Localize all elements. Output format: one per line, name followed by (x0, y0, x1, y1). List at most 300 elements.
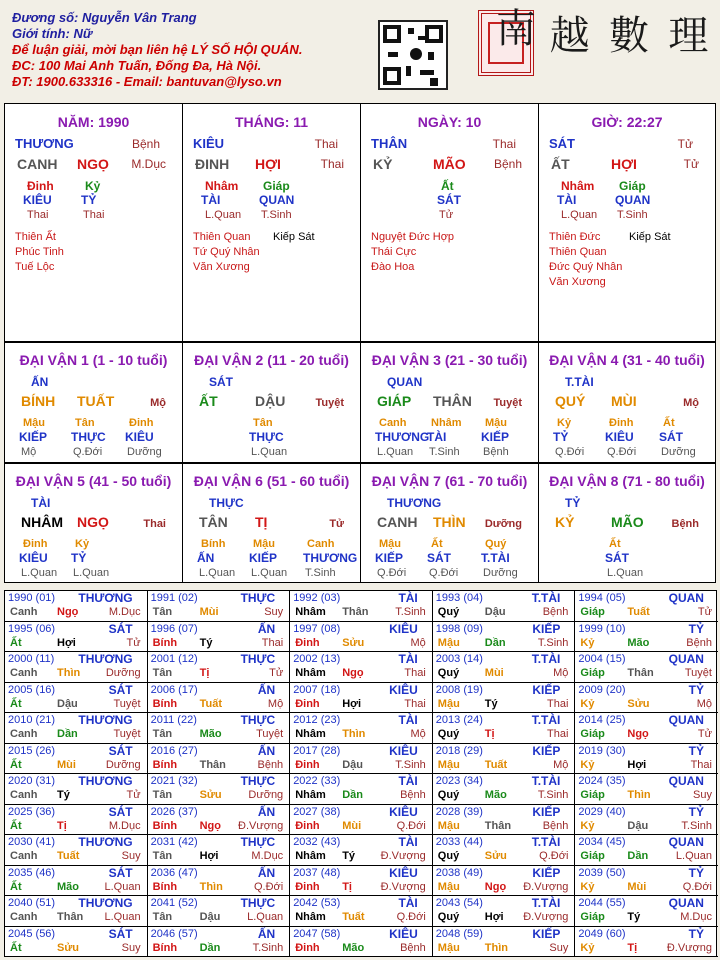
auxiliary-star: Văn Xương (549, 276, 606, 288)
year-chi: Sửu (57, 941, 80, 954)
year-stage: Đ.Vượng (666, 941, 712, 954)
hidden-stage: Q.Đới (429, 567, 459, 579)
year-can: Nhâm (295, 606, 326, 618)
dai-van-chi: DẬU (255, 393, 286, 409)
year-star: KIẾP (532, 865, 561, 880)
year-label: 2031 (42) (150, 836, 198, 848)
dai-van-title: ĐẠI VẬN 6 (51 - 60 tuổi) (193, 473, 350, 489)
year-can: Giáp (580, 911, 605, 923)
year-can: Quý (437, 850, 460, 862)
year-stage: Đ.Vượng (380, 880, 426, 893)
year-cell (575, 591, 718, 622)
year-cell (5, 927, 148, 958)
year-label: 1990 (01) (8, 592, 56, 604)
year-stage: Mộ (410, 728, 426, 740)
year-cell (5, 774, 148, 805)
year-chi: Thân (627, 667, 654, 679)
dai-van-box (538, 342, 716, 463)
year-label: 2014 (25) (578, 714, 626, 726)
year-label: 2023 (34) (435, 775, 483, 787)
year-can: Giáp (580, 606, 605, 618)
year-label: 1998 (09) (435, 622, 483, 635)
year-cell (290, 774, 433, 805)
pillar-box (4, 103, 183, 342)
dai-van-title: ĐẠI VẬN 4 (31 - 40 tuổi) (549, 352, 705, 368)
hidden-stage: L.Quan (73, 567, 110, 579)
dai-van-tag: Dưỡng (484, 518, 522, 530)
dai-van-can: BÍNH (21, 393, 56, 409)
year-chi: Dần (627, 850, 649, 862)
hidden-star: KIÊU (19, 551, 48, 565)
year-cell (148, 866, 291, 897)
year-chi: Hợi (484, 911, 504, 923)
year-stage: Dưỡng (105, 667, 141, 679)
auxiliary-star: Thiên Quan (549, 246, 607, 258)
year-stage: L.Quan (675, 850, 712, 862)
gender: Giới tính: Nữ (12, 26, 93, 41)
year-stage: T.Sinh (681, 819, 712, 832)
year-stage: Đ.Vượng (523, 880, 569, 893)
year-cell (433, 683, 576, 714)
hidden-stage: Dưỡng (661, 446, 696, 458)
hidden-star: QUAN (259, 193, 295, 207)
hidden-star: TÀI (201, 193, 221, 207)
year-label: 2032 (43) (293, 836, 341, 848)
year-star: KIÊU (389, 621, 418, 636)
year-stage: Suy (693, 789, 712, 801)
year-stage: Bệnh (257, 758, 284, 771)
dai-van-can: NHÂM (21, 514, 63, 530)
year-label: 2039 (50) (578, 866, 626, 879)
year-chi: Ngọ (199, 819, 221, 832)
year-chi: Ngọ (342, 667, 364, 679)
year-label: 2040 (51) (8, 897, 56, 909)
year-stage: L.Quan (104, 880, 141, 893)
year-label: 2047 (58) (293, 927, 341, 940)
hidden-stem: Mậu (253, 538, 275, 550)
year-cell (433, 835, 576, 866)
year-chi: Dần (57, 728, 78, 740)
year-star: ẤN (257, 865, 276, 880)
dai-van-chi: MÃO (611, 514, 644, 530)
year-cell (575, 774, 718, 805)
hidden-stem: Quý (485, 538, 507, 550)
year-chi: Tuất (199, 697, 222, 710)
year-star: TÀI (398, 713, 418, 727)
hidden-stem: Ất (663, 417, 675, 429)
contact-note: Để luận giải, mời bạn liên hệ LÝ SỐ HỘI QUÁN. (12, 42, 303, 57)
hidden-star: TÀI (427, 430, 447, 444)
year-chi: Thân (57, 911, 84, 923)
year-chi: Dậu (57, 697, 78, 710)
hidden-star: ẤN (197, 551, 215, 565)
year-can: Ất (10, 697, 22, 710)
year-stage: T.Sinh (395, 758, 426, 771)
year-star: T.TÀI (531, 652, 561, 666)
hidden-star: SÁT (659, 430, 683, 444)
year-stage: Bệnh (542, 606, 569, 618)
year-label: 2044 (55) (578, 897, 626, 909)
year-star: KIẾP (532, 804, 561, 819)
year-label: 2000 (11) (8, 653, 55, 665)
year-chi: Mão (627, 636, 650, 649)
year-star: QUAN (668, 896, 704, 910)
year-chi: Tý (199, 636, 213, 649)
year-can: Bính (152, 880, 178, 893)
hidden-stem: Mậu (485, 417, 507, 429)
year-cell (290, 927, 433, 958)
year-star: T.TÀI (531, 835, 561, 849)
dai-van-can: ẤT (199, 393, 218, 409)
hidden-stem: Nhâm (205, 179, 239, 193)
dai-van-star: SÁT (209, 375, 233, 389)
year-cell (148, 774, 291, 805)
year-stage: Mộ (553, 667, 569, 679)
year-cell (148, 927, 291, 958)
year-star: THƯƠNG (78, 774, 133, 788)
year-chi: Mùi (484, 667, 504, 679)
year-chi: Hợi (342, 697, 362, 710)
pillar-star: THÂN (371, 136, 408, 151)
year-label: 1995 (06) (8, 622, 56, 635)
year-chi: Tị (627, 941, 638, 954)
year-star: KIÊU (389, 804, 418, 819)
year-cell (5, 622, 148, 653)
year-stage: Dưỡng (105, 758, 141, 771)
year-chi: Ngọ (484, 880, 507, 893)
hidden-stage: Tử (439, 209, 454, 221)
year-label: 2010 (21) (8, 714, 56, 726)
year-star: SÁT (108, 621, 133, 636)
auxiliary-star: Đào Hoa (371, 261, 415, 273)
year-cell (148, 896, 291, 927)
year-label: 2034 (45) (578, 836, 626, 848)
pillar-tag: Tử (683, 157, 699, 171)
year-label: 2020 (31) (8, 775, 56, 787)
year-label: 2013 (24) (435, 714, 483, 726)
hidden-star: KIẾP (249, 551, 278, 565)
year-label: 2036 (47) (150, 866, 198, 879)
dai-van-tag: Tuyệt (315, 397, 344, 409)
hidden-star: KIÊU (605, 430, 634, 444)
year-cell (148, 744, 291, 775)
dai-van-chi: NGỌ (77, 514, 109, 530)
year-cell (148, 652, 291, 683)
year-chi: Sửu (627, 697, 650, 710)
year-chi: Tuất (627, 606, 650, 618)
dai-van-box (4, 342, 183, 463)
hidden-star: THỰC (71, 430, 106, 444)
year-chi: Thìn (342, 728, 366, 740)
year-chi: Tị (199, 667, 210, 679)
hidden-star: THƯƠNG (303, 551, 358, 565)
dai-van-can: CANH (377, 514, 418, 530)
dai-van-star: ẤN (31, 375, 49, 389)
year-cell (5, 866, 148, 897)
dai-van-chi: TUẤT (77, 393, 115, 409)
auxiliary-star: Đức Quý Nhân (549, 261, 623, 273)
auxiliary-star: Thiên Quan (193, 231, 251, 243)
year-stage: T.Sinh (537, 636, 569, 649)
year-star: QUAN (668, 835, 704, 849)
pillar-box (182, 103, 361, 342)
year-can: Giáp (580, 667, 605, 679)
dai-van-title: ĐẠI VẬN 7 (61 - 70 tuổi) (371, 473, 528, 489)
year-cell (290, 591, 433, 622)
year-can: Nhâm (295, 911, 326, 923)
auxiliary-star: Kiếp Sát (273, 231, 315, 243)
year-label: 2042 (53) (293, 897, 341, 909)
year-cell (5, 591, 148, 622)
year-star: KIẾP (532, 621, 561, 636)
year-label: 2030 (41) (8, 836, 56, 848)
auxiliary-star: Thiên Ất (15, 231, 56, 243)
year-cell (290, 866, 433, 897)
logo-char: 南 (496, 6, 536, 52)
dai-van-tag: Thai (143, 518, 166, 530)
year-label: 2017 (28) (293, 744, 341, 757)
year-stage: Tuyệt (113, 697, 141, 710)
year-label: 2018 (29) (435, 744, 483, 757)
year-cell (290, 805, 433, 836)
year-can: Kỷ (580, 636, 595, 649)
hidden-star: T.TÀI (481, 551, 510, 565)
year-cell (433, 805, 576, 836)
year-chi: Sửu (342, 636, 365, 649)
year-label: 1993 (04) (435, 592, 483, 604)
hidden-stem: Nhâm (431, 417, 462, 429)
hidden-stem: Đinh (609, 417, 634, 429)
year-can: Ất (10, 941, 22, 954)
year-star: KIÊU (389, 743, 418, 758)
year-label: 2033 (44) (435, 836, 483, 848)
dai-van-star: TỶ (565, 496, 581, 510)
year-stage: Q.Đới (682, 880, 712, 893)
year-can: Tân (152, 850, 173, 862)
year-star: THƯƠNG (78, 896, 133, 910)
dai-van-title: ĐẠI VẬN 8 (71 - 80 tuổi) (549, 473, 705, 489)
year-chi: Dậu (627, 819, 649, 832)
hidden-stem: Nhâm (561, 179, 595, 193)
year-label: 2012 (23) (293, 714, 341, 726)
year-cell (290, 744, 433, 775)
year-chi: Hợi (627, 758, 647, 771)
year-stage: Thai (546, 697, 569, 710)
year-cell (433, 927, 576, 958)
hidden-stem: Giáp (263, 179, 290, 193)
year-chi: Thân (342, 606, 369, 618)
year-chi: Mùi (199, 606, 219, 618)
year-star: THỰC (240, 774, 276, 788)
year-can: Đinh (295, 636, 320, 649)
year-label: 2045 (56) (8, 927, 56, 940)
year-label: 2048 (59) (435, 927, 483, 940)
hidden-stem: Đinh (23, 538, 48, 550)
hidden-stem: Ất (441, 179, 454, 193)
year-chi: Tuất (57, 850, 80, 862)
year-stage: M.Dục (680, 911, 712, 923)
year-can: Canh (10, 911, 38, 923)
year-cell (433, 896, 576, 927)
year-chi: Mão (484, 789, 507, 801)
year-label: 1992 (03) (293, 592, 341, 604)
dai-van-tag: Mộ (683, 397, 699, 409)
qr-code-icon (378, 20, 448, 90)
year-star: T.TÀI (531, 591, 561, 605)
year-label: 2024 (35) (578, 775, 626, 787)
year-star: ẤN (257, 743, 276, 758)
year-cell (290, 896, 433, 927)
hidden-stage: Q.Đới (73, 446, 103, 458)
year-can: Tân (152, 667, 173, 679)
year-can: Canh (10, 606, 38, 618)
year-star: KIẾP (532, 682, 561, 697)
year-can: Canh (10, 850, 38, 862)
hidden-stage: Thai (83, 209, 105, 221)
year-stage: Bệnh (542, 819, 569, 832)
year-chi: Dậu (199, 911, 221, 923)
year-cell (5, 896, 148, 927)
year-can: Bính (152, 819, 178, 832)
year-star: KIẾP (532, 743, 561, 758)
logo-calligraphy (540, 2, 718, 62)
year-stage: Q.Đới (253, 880, 284, 893)
year-chi: Thìn (57, 667, 81, 679)
hidden-stage: Dưỡng (127, 446, 162, 458)
year-stage: Tử (697, 728, 712, 740)
pillar-can: KỶ (373, 156, 393, 172)
year-star: QUAN (668, 591, 704, 605)
year-star: SÁT (108, 926, 133, 941)
auxiliary-star: Văn Xương (193, 261, 250, 273)
year-can: Tân (152, 911, 173, 923)
year-chi: Mão (342, 941, 365, 954)
year-chi: Tý (627, 911, 641, 923)
pillar-relation: Thai (492, 137, 516, 151)
year-cell (5, 835, 148, 866)
year-cell (148, 805, 291, 836)
year-label: 2002 (13) (293, 653, 341, 665)
year-star: T.TÀI (531, 713, 561, 727)
year-stage: Dưỡng (248, 789, 284, 801)
year-chi: Dậu (342, 758, 363, 771)
year-label: 2022 (33) (293, 775, 341, 787)
year-stage: M.Dục (108, 819, 141, 832)
year-label: 2016 (27) (150, 744, 198, 757)
hidden-star: THỰC (249, 430, 284, 444)
year-chi: Hợi (199, 850, 219, 862)
year-star: KIÊU (389, 926, 418, 941)
year-cell (575, 805, 718, 836)
hidden-stage: Q.Đới (377, 567, 407, 579)
year-chi: Ngọ (627, 728, 649, 740)
year-label: 1991 (02) (150, 592, 198, 604)
year-star: TỶ (688, 804, 704, 819)
pillar-title: NĂM: 1990 (57, 114, 130, 130)
hidden-stem: Mậu (23, 417, 45, 429)
year-label: 2027 (38) (293, 805, 341, 818)
year-can: Giáp (580, 789, 605, 801)
year-star: SÁT (108, 743, 133, 758)
year-can: Quý (437, 667, 460, 679)
year-chi: Tị (57, 819, 67, 832)
year-star: QUAN (668, 774, 704, 788)
year-label: 2043 (54) (435, 897, 483, 909)
pillar-relation: Thai (314, 137, 338, 151)
year-cell (433, 652, 576, 683)
dai-van-chi: THÂN (433, 393, 472, 409)
year-chi: Dần (199, 941, 221, 954)
hidden-stem: Bính (201, 538, 226, 550)
year-label: 1997 (08) (293, 622, 341, 635)
hidden-stage: Thai (27, 209, 49, 221)
pillar-star: KIÊU (193, 136, 225, 151)
year-chi: Mùi (342, 819, 362, 832)
year-label: 1994 (05) (578, 592, 626, 604)
hidden-star: QUAN (615, 193, 651, 207)
year-star: ẤN (257, 621, 276, 636)
auxiliary-star: Tứ Quý Nhân (193, 246, 260, 258)
year-star: TỶ (688, 926, 704, 941)
hidden-stage: Bệnh (483, 446, 509, 458)
year-can: Mậu (437, 941, 460, 954)
year-stage: Thai (404, 667, 426, 679)
year-stage: Suy (549, 941, 569, 954)
year-can: Giáp (580, 850, 605, 862)
year-can: Nhâm (295, 789, 326, 801)
year-can: Đinh (295, 941, 320, 954)
dai-van-star: THỰC (209, 496, 244, 510)
hidden-stem: Tân (75, 417, 95, 429)
hidden-stage: T.Sinh (617, 209, 648, 221)
hidden-stem: Kỷ (557, 417, 572, 429)
dai-van-can: KỶ (555, 514, 575, 530)
year-star: THỰC (240, 652, 276, 666)
pillar-title: NGÀY: 10 (417, 114, 482, 130)
year-can: Bính (152, 941, 178, 954)
dai-van-title: ĐẠI VẬN 2 (11 - 20 tuổi) (194, 352, 349, 368)
year-star: TỶ (688, 865, 704, 880)
hidden-stem: Ất (609, 538, 621, 550)
auxiliary-star: Phúc Tinh (15, 246, 64, 258)
year-can: Tân (152, 728, 173, 740)
dai-van-can: GIÁP (377, 393, 412, 409)
hidden-stage: T.Sinh (261, 209, 292, 221)
year-cell (148, 622, 291, 653)
year-stage: Bệnh (686, 636, 712, 649)
pillar-can: ẤT (551, 156, 570, 172)
year-label: 2038 (49) (435, 866, 483, 879)
year-stage: Suy (264, 606, 284, 618)
year-stage: L.Quan (104, 911, 141, 923)
year-cell (290, 622, 433, 653)
hidden-star: SÁT (427, 551, 451, 565)
year-chi: Tuất (342, 911, 365, 923)
dai-van-box (360, 463, 539, 583)
year-cell (575, 835, 718, 866)
year-label: 2011 (22) (150, 714, 197, 726)
dai-van-title: ĐẠI VẬN 1 (1 - 10 tuổi) (19, 352, 168, 368)
year-label: 2035 (46) (8, 866, 56, 879)
year-can: Ất (10, 819, 22, 832)
year-chi: Thìn (199, 880, 223, 893)
year-chi: Dần (484, 636, 506, 649)
year-cell (290, 835, 433, 866)
year-label: 2008 (19) (435, 683, 483, 696)
year-cell (575, 866, 718, 897)
year-can: Tân (152, 789, 173, 801)
year-stage: Q.Đới (539, 850, 569, 862)
